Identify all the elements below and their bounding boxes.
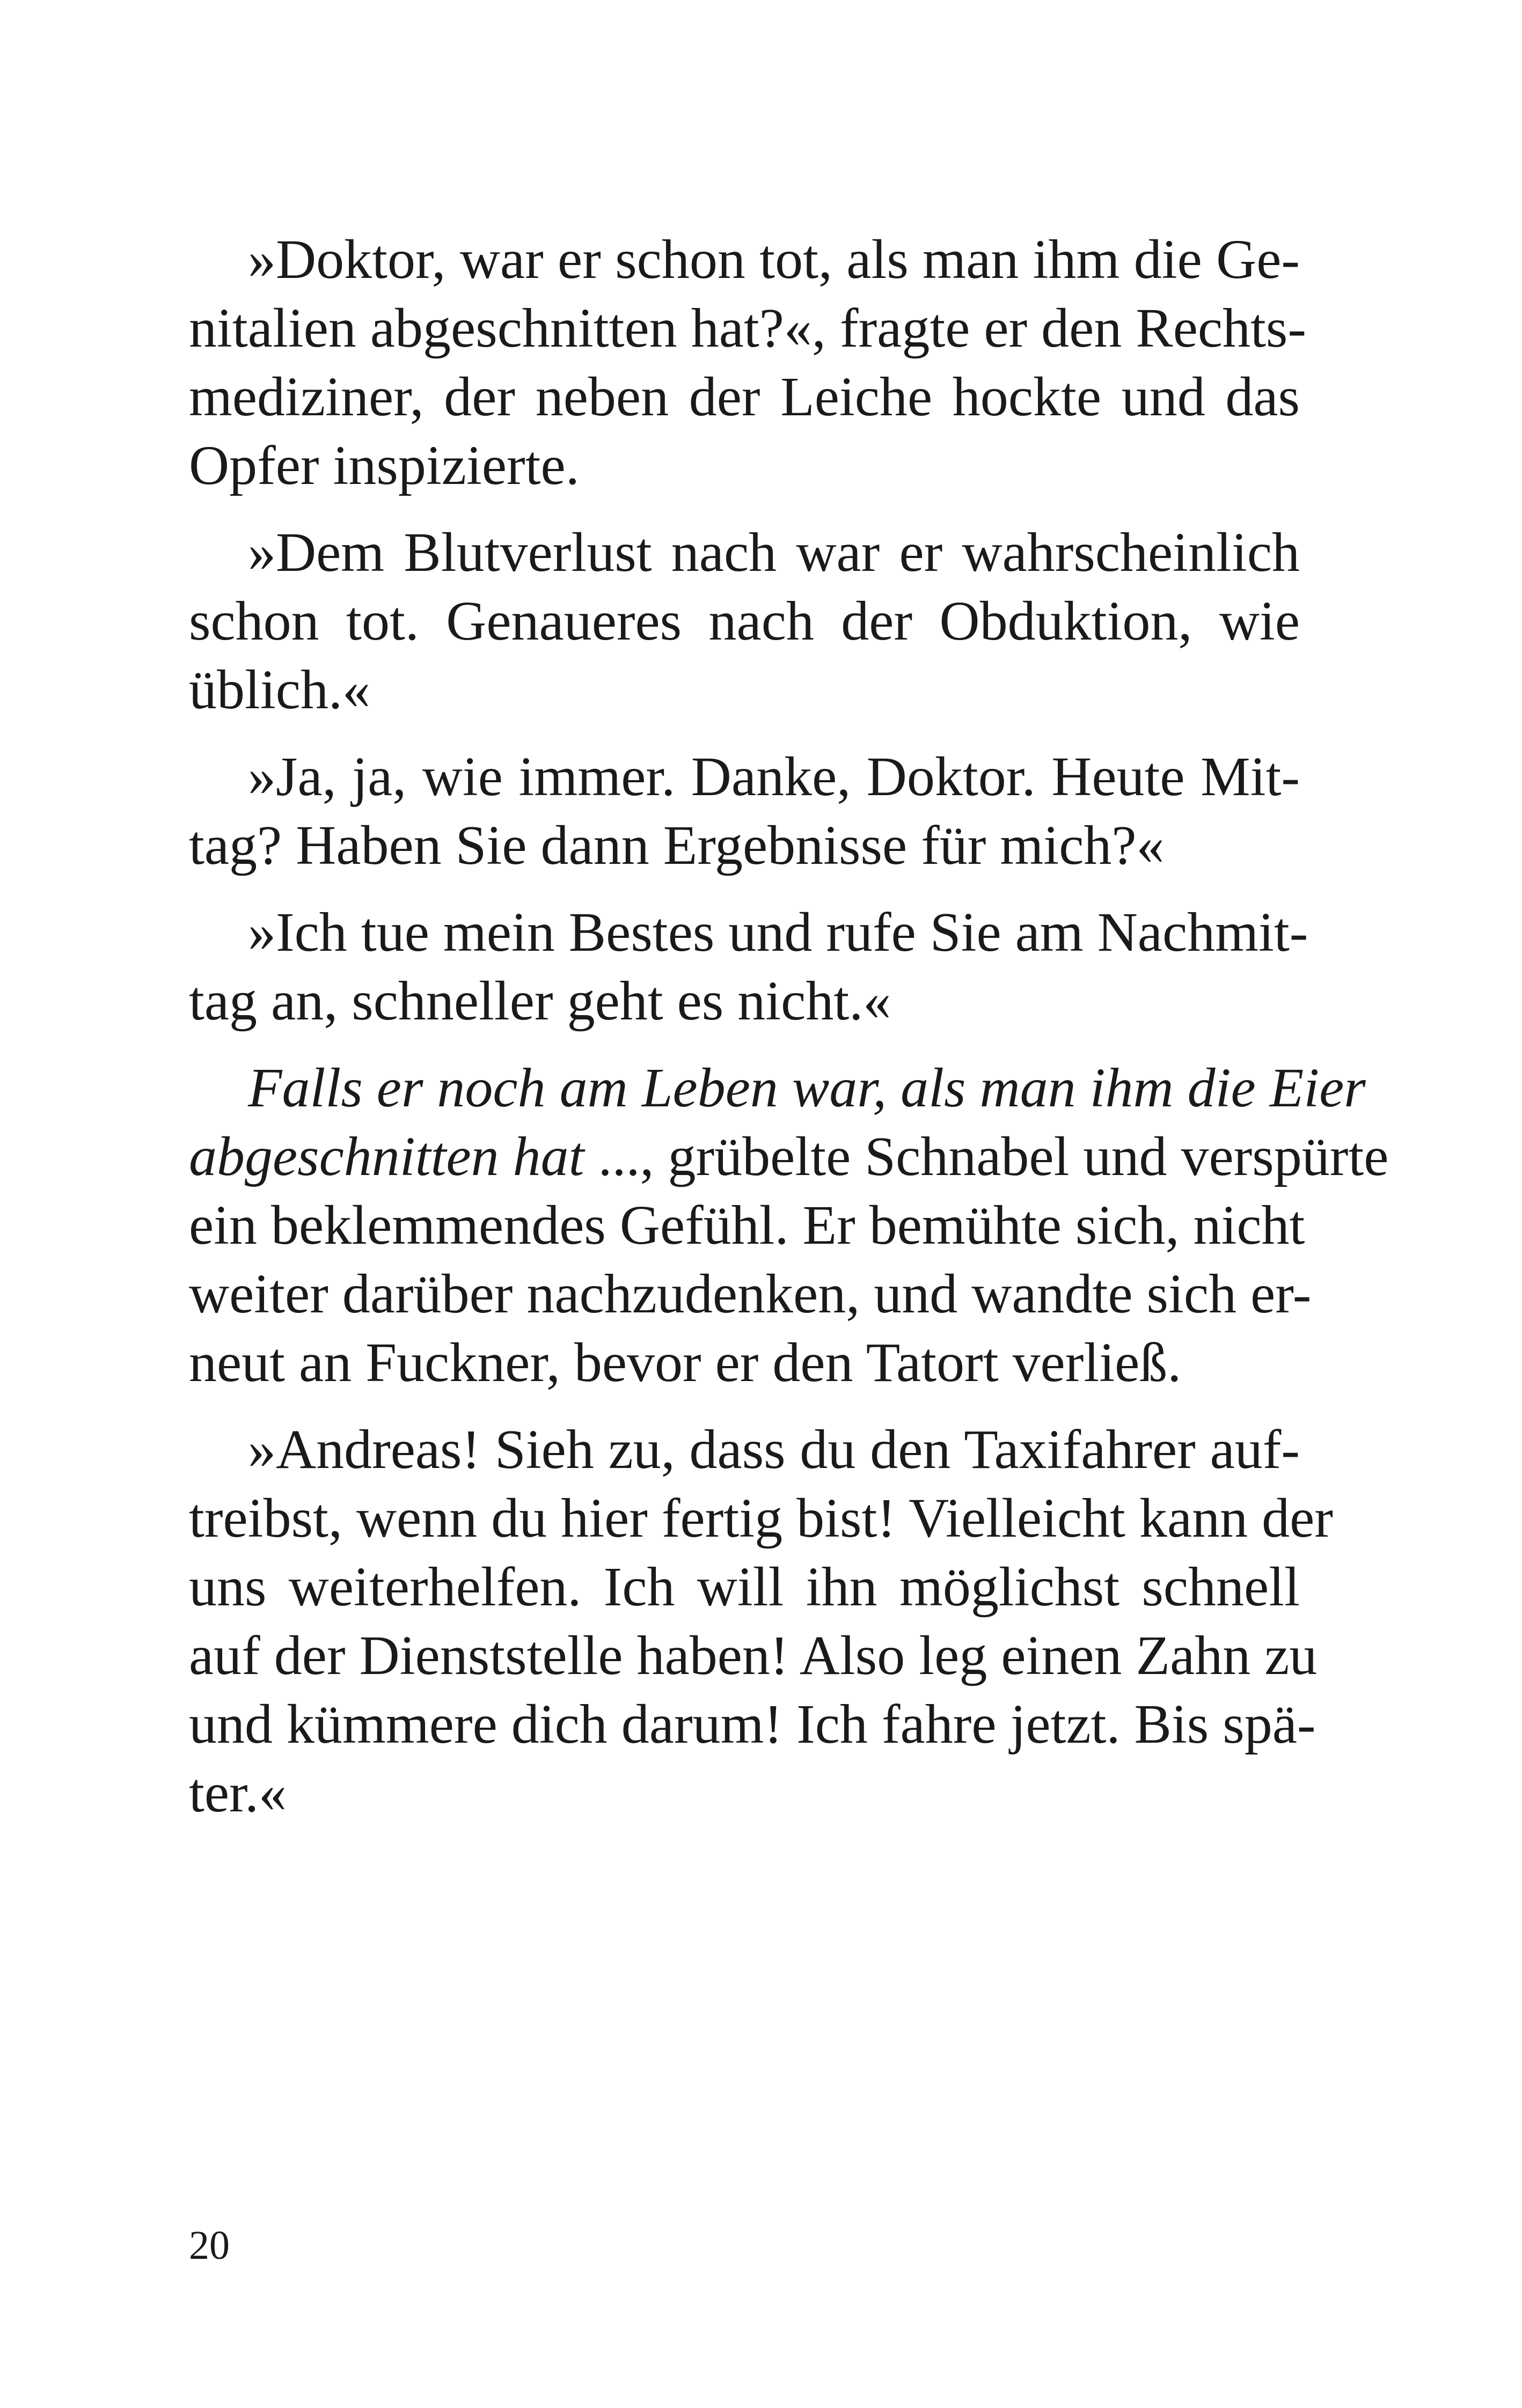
text-line: ter.« — [189, 1762, 287, 1824]
text-line: »Dem Blutverlust nach war er wahrscheinlich — [248, 522, 1300, 583]
text-line: üblich.« — [189, 659, 370, 721]
paragraph-6 — [189, 1415, 1333, 1827]
text-line: tag an, schneller geht es nicht.« — [189, 970, 891, 1032]
text-line: »Andreas! Sieh zu, dass du den Taxifahrer auf- — [248, 1419, 1300, 1480]
text-line: tag? Haben Sie dann Ergebnisse für mich?« — [189, 814, 1165, 876]
text-run: ..., grübelte Schnabel und verspürte — [584, 1126, 1389, 1187]
text-line: uns weiterhelfen. Ich will ihn möglichst schnell — [189, 1556, 1300, 1618]
italic-phrase: abgeschnitten hat — [189, 1126, 584, 1187]
text-line: »Ja, ja, wie immer. Danke, Doktor. Heute Mit- — [248, 746, 1300, 807]
body-text — [189, 225, 1389, 1846]
page-number: 20 — [189, 2223, 230, 2268]
text-line: treibst, wenn du hier fertig bist! Vielleicht kann der — [189, 1487, 1333, 1549]
paragraph-4 — [189, 898, 1308, 1036]
text-line: ein beklemmendes Gefühl. Er bemühte sich, nicht — [189, 1194, 1305, 1256]
paragraph-3 — [189, 743, 1300, 880]
text-line: neut an Fuckner, bevor er den Tatort verließ. — [189, 1332, 1182, 1393]
text-line: Opfer inspizierte. — [189, 435, 580, 496]
text-line: »Doktor, war er schon tot, als man ihm die Ge- — [248, 229, 1300, 290]
text-line: und kümmere dich darum! Ich fahre jetzt. Bis spä- — [189, 1693, 1316, 1755]
text-line: schon tot. Genaueres nach der Obduktion, wie — [189, 590, 1300, 652]
text-line — [189, 1122, 1389, 1191]
paragraph-1 — [189, 225, 1307, 500]
text-line: mediziner, der neben der Leiche hockte und das — [189, 366, 1300, 428]
text-line-italic: Falls er noch am Leben war, als man ihm die Eier — [248, 1057, 1366, 1119]
text-line: »Ich tue mein Bestes und rufe Sie am Nachmit- — [248, 901, 1308, 963]
paragraph-2 — [189, 518, 1300, 724]
text-line: auf der Dienststelle haben! Also leg einen Zahn zu — [189, 1625, 1318, 1686]
text-line: nitalien abgeschnitten hat?«, fragte er den Rechts- — [189, 297, 1307, 359]
paragraph-5 — [189, 1054, 1389, 1397]
text-line: weiter darüber nachzudenken, und wandte sich er- — [189, 1263, 1312, 1325]
